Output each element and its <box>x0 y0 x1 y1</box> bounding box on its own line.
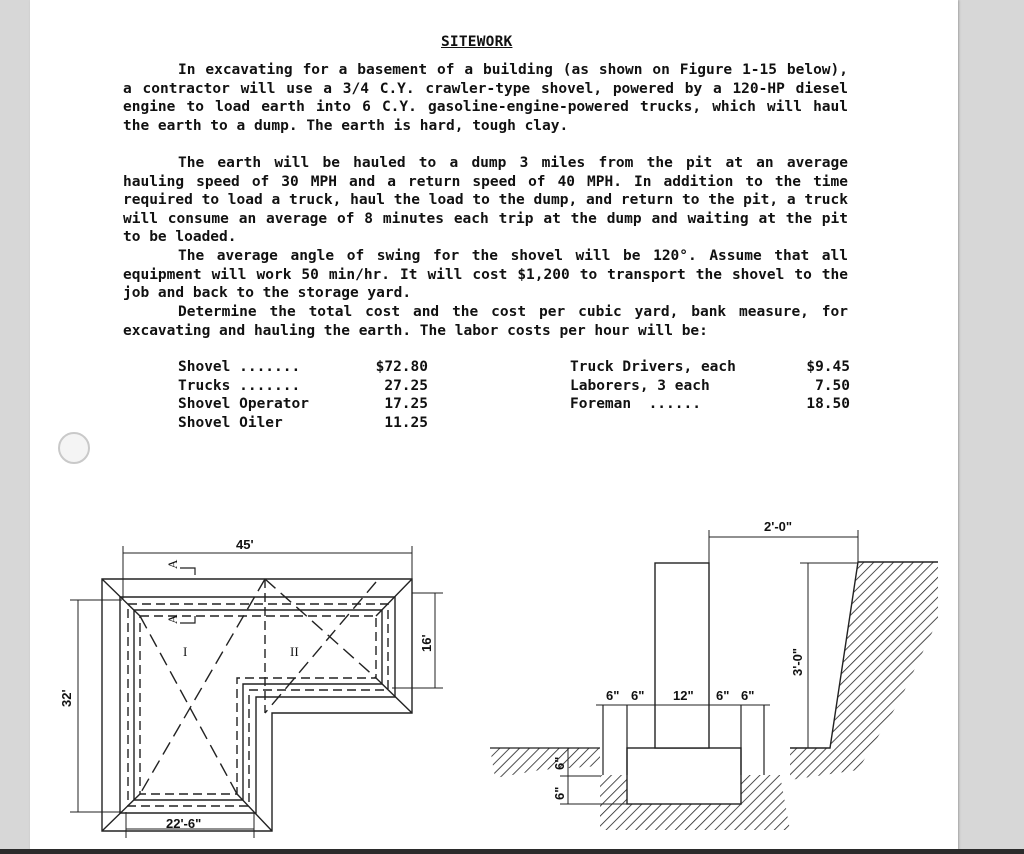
plan-dim-right: 16' <box>419 634 434 652</box>
section-dim-4: 6" <box>716 688 730 703</box>
plan-view <box>70 546 443 838</box>
cost-value: 17.25 <box>384 396 428 412</box>
plan-outer-outline <box>102 579 412 831</box>
plan-wall-line <box>128 604 388 806</box>
plan-diagonal <box>140 579 265 794</box>
section-arrow-mid <box>180 616 195 623</box>
section-dim-footing-1: 6" <box>552 756 567 770</box>
section-dim-1: 6" <box>606 688 620 703</box>
earth-hatch-left <box>490 748 600 778</box>
paragraph-4-text: Determine the total cost and the cost per cubic yard, bank measure, for excavating and hauling the earth. The labor costs per hour will be: <box>123 304 848 339</box>
section-dim-2: 6" <box>631 688 645 703</box>
section-mark-top: A <box>165 559 180 569</box>
paragraph-1-text: In excavating for a basement of a building (as shown on Figure 1-15 below), a contractor will use a 3/4 C.Y. crawler-type shovel, powered by a 120-HP diesel engine to load earth into 6 C.Y. gasoline-engine-powered trucks, which will haul the earth to a dump. The earth is hard, tough clay. <box>123 62 848 134</box>
cost-value: 11.25 <box>384 414 428 431</box>
plan-wall-line <box>140 616 376 794</box>
cost-label: Foreman ...... <box>570 396 701 412</box>
cost-label: Laborers, 3 each <box>570 377 710 394</box>
plan-corner-line <box>376 678 412 713</box>
cost-value: $72.80 <box>375 359 428 375</box>
plan-dim-left: 32' <box>59 689 74 707</box>
footing <box>627 748 741 804</box>
cost-value: 18.50 <box>806 396 850 412</box>
cost-label: Shovel Operator <box>178 396 309 412</box>
plan-wall-line <box>120 597 395 813</box>
section-dim-top-label: 2'-0" <box>764 519 793 534</box>
section-title: SITEWORK <box>441 34 513 50</box>
cost-value: 7.50 <box>815 377 850 394</box>
section-dim-height-label: 3'-0" <box>790 647 805 676</box>
plan-dim-bottom: 22'-6" <box>166 816 202 831</box>
cost-label: Shovel ....... <box>178 359 301 375</box>
paragraph-3-text: The average angle of swing for the shovel will be 120°. Assume that all equipment will work 50 min/hr. It will cost $1,200 to transport the shovel to the job and back to the storage yard. <box>123 248 848 301</box>
cost-value: $9.45 <box>806 359 850 375</box>
section-dim-footing-2: 6" <box>552 786 567 800</box>
plan-wall-line <box>134 610 382 800</box>
cost-label: Trucks ....... <box>178 377 301 394</box>
plan-diagonal <box>265 579 376 678</box>
cost-label: Truck Drivers, each <box>570 359 736 375</box>
plan-diagonal <box>140 616 237 794</box>
cost-value: 27.25 <box>384 377 428 394</box>
cost-label: Shovel Oiler <box>178 414 283 431</box>
section-arrow-top <box>180 568 195 575</box>
section-mark-mid: A <box>165 614 180 624</box>
plan-diagonal <box>265 582 376 713</box>
plan-dim-top: 45' <box>236 537 254 552</box>
section-dim-5: 6" <box>741 688 755 703</box>
section-view <box>490 530 938 830</box>
section-dim-3: 12" <box>673 688 694 703</box>
paragraph-2-text: The earth will be hauled to a dump 3 miles from the pit at an average hauling speed of 30 MPH and a return speed of 40 MPH. In addition to the time required to load a truck, haul the load to the dump, and return to the pit, a truck will consume an average of 8 minutes each trip at the dump and waiting at the pit to be loaded. <box>123 155 848 245</box>
plan-area-1-label: I <box>183 644 188 659</box>
foundation-wall <box>655 563 709 748</box>
plan-area-2-label: II <box>290 644 299 659</box>
